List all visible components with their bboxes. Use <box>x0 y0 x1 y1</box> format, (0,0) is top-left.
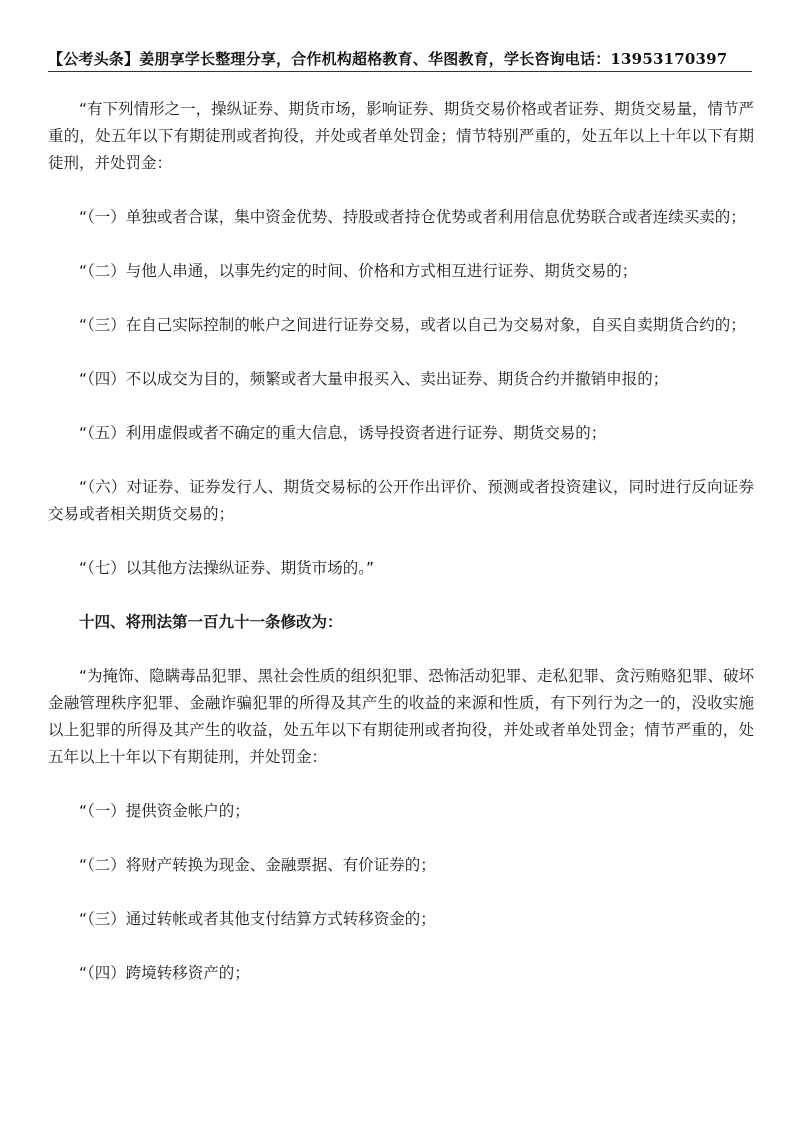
paragraph-article-191: “为掩饰、隐瞒毒品犯罪、黑社会性质的组织犯罪、恐怖活动犯罪、走私犯罪、贪污贿赂犯罪、破坏金融管理秩序犯罪、金融诈骗犯罪的所得及其产生的收益的来源和性质，有下列行为之一的，没收实施以上犯罪的所得及其产生的收益，处五年以下有期徒刑或者拘役，并处或者单处罚金；情节严重的，处五年以上十年以下有期徒刑，并处罚金： <box>48 667 754 766</box>
paragraph-item-1: “（一）单独或者合谋，集中资金优势、持股或者持仓优势或者利用信息优势联合或者连续买卖的； <box>79 208 746 226</box>
paragraph-item-4: “（四）不以成交为目的，频繁或者大量申报买入、卖出证券、期货合约并撤销申报的； <box>79 370 669 388</box>
header-text: 【公考头条】姜朋享学长整理分享，合作机构超格教育、华图教育，学长咨询电话：13953170397 <box>48 50 728 68</box>
paragraph-191-item-3: “（三）通过转帐或者其他支付结算方式转移资金的； <box>79 910 436 928</box>
paragraph-191-item-2: “（二）将财产转换为现金、金融票据、有价证券的； <box>79 856 436 874</box>
paragraph-item-2: “（二）与他人串通，以事先约定的时间、价格和方式相互进行证券、期货交易的； <box>79 262 638 280</box>
paragraph-item-7: “（七）以其他方法操纵证券、期货市场的。” <box>79 559 375 577</box>
section-heading: 十四、将刑法第一百九十一条修改为： <box>79 613 343 631</box>
paragraph-item-5: “（五）利用虚假或者不确定的重大信息，诱导投资者进行证券、期货交易的； <box>79 424 607 442</box>
document-body <box>48 96 754 1014</box>
paragraph-191-item-4: “（四）跨境转移资产的； <box>79 964 250 982</box>
paragraph-item-6: “（六）对证券、证券发行人、期货交易标的公开作出评价、预测或者投资建议，同时进行反向证券交易或者相关期货交易的； <box>48 478 754 523</box>
paragraph-item-3: “（三）在自己实际控制的帐户之间进行证券交易，或者以自己为交易对象，自买自卖期货合约的； <box>79 316 746 334</box>
page-header <box>48 44 752 72</box>
paragraph-intro: “有下列情形之一，操纵证券、期货市场，影响证券、期货交易价格或者证券、期货交易量，情节严重的，处五年以下有期徒刑或者拘役，并处或者单处罚金；情节特别严重的，处五年以上十年以下有期徒刑，并处罚金： <box>48 100 754 172</box>
paragraph-191-item-1: “（一）提供资金帐户的； <box>79 802 250 820</box>
